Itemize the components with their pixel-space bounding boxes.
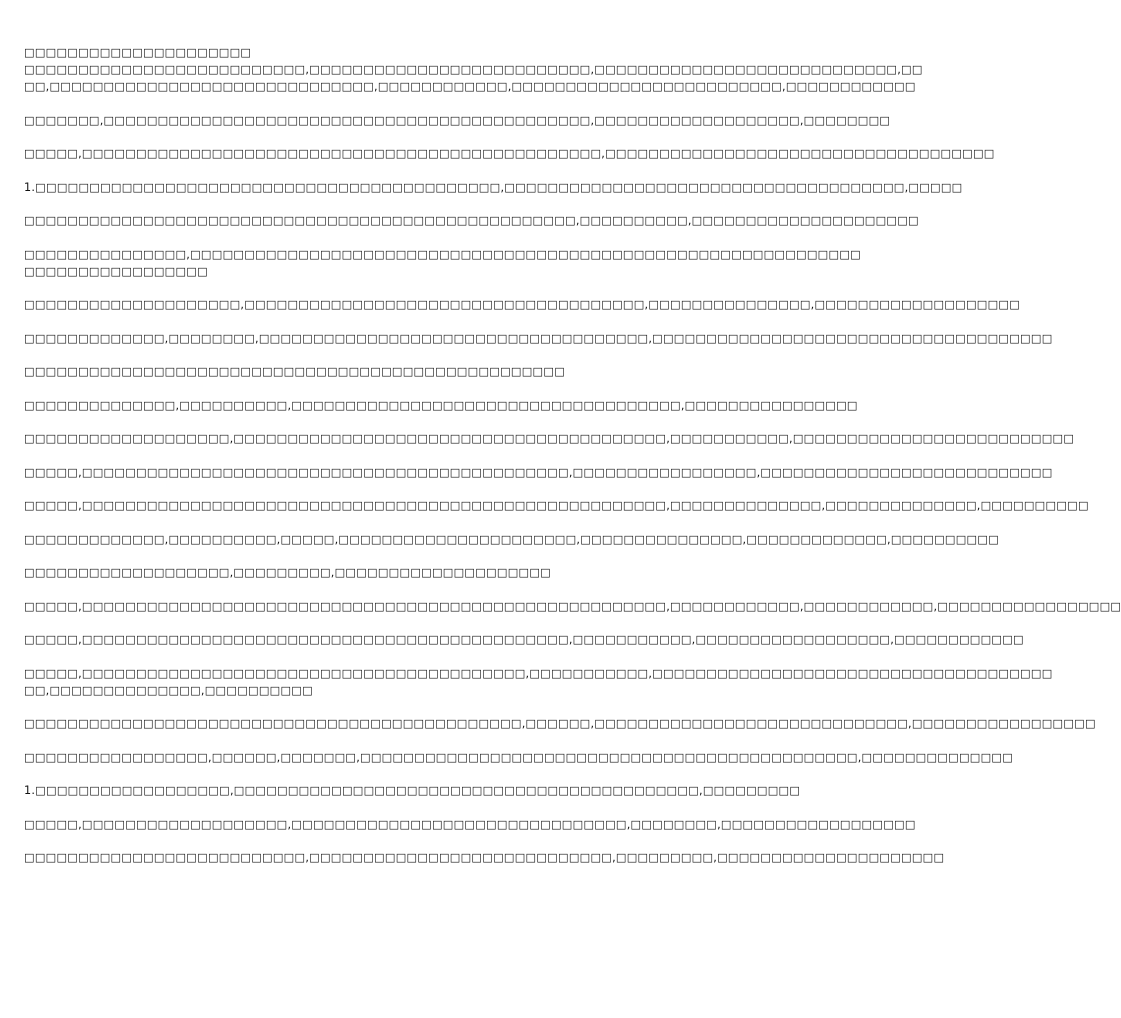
text-line: □□□□□□□□□□□□□□,□□□□□□□□□□,□□□□□□□□□□□□□□□□□□□□□□□□□□□□□□□□□□□□,□□□□□□□□□□□□□□□□ (24, 398, 858, 412)
text-line: □□□□□□□□□□□□□□□□□□□□□□□□□□□□□□□□□□□□□□□□□□□□□□□□□□ (24, 365, 566, 378)
text-line: □□,□□□□□□□□□□□□□□□□□□□□□□□□□□□□□□,□□□□□□□□□□□□,□□□□□□□□□□□□□□□□□□□□□□□□□,□□□□□□□□□□□□ (24, 80, 916, 93)
text-line: □□□□□□□□□□□□□□□□□□□□□ (24, 46, 252, 59)
text-line: □□□□□□□□□□□□□□□□□□□□□□□□□□□□□□□□□□□□□□□□□□□□□□□□□□□,□□□□□□□□□□,□□□□□□□□□□□□□□□□□□□□□ (24, 214, 919, 227)
text-line: □□□□□□□□□□□□□,□□□□□□□□□□,□□□□□,□□□□□□□□□□□□□□□□□□□□□□,□□□□□□□□□□□□□□□,□□□□□□□□□□□□□,□□□□□□□□□□ (24, 532, 1000, 546)
text-line: □□□□□,□□□□□□□□□□□□□□□□□□□□□□□□□□□□□□□□□□□□□□□□□□□□□□□□□□□□□□,□□□□□□□□□□□□□□,□□□□□□□□□□□□□□,□□□□□□□□□□ (24, 499, 1089, 512)
text-line: □□,□□□□□□□□□□□□□□,□□□□□□□□□□ (24, 683, 313, 697)
text-line: □□□□□□□□□□□□□□□□□□□□□□□□□□,□□□□□□□□□□□□□□□□□□□□□□□□□□,□□□□□□□□□□□□□□□□□□□□□□□□□□□□,□□ (24, 63, 923, 76)
text-line: □□□□□□□□□□□□□□□□□□□,□□□□□□□□□□□□□□□□□□□□□□□□□□□□□□□□□□□□□□□□,□□□□□□□□□□□,□□□□□□□□□□□□□□□□□□□□□□□□□□ (24, 432, 1075, 445)
document-body (24, 44, 1121, 866)
text-line: □□□□□,□□□□□□□□□□□□□□□□□□□□□□□□□□□□□□□□□□□□□□□□□□□□□,□□□□□□□□□□□,□□□□□□□□□□□□□□□□□□,□□□□□□□□□□□□ (24, 633, 1024, 646)
text-line: □□□□□□□□□□□□□,□□□□□□□□,□□□□□□□□□□□□□□□□□□□□□□□□□□□□□□□□□□□□,□□□□□□□□□□□□□□□□□□□□□□□□□□□□□□□□□□□□□ (24, 331, 1053, 345)
text-line: □□□□□□□□□□□□□□□□□□□□□□□□□□□□□□□□□□□□□□□□□□□□□□,□□□□□□,□□□□□□□□□□□□□□□□□□□□□□□□□□□□□,□□□□□□□□□□□□□□□□□ (24, 717, 1096, 730)
text-line: 1.□□□□□□□□□□□□□□□□□□,□□□□□□□□□□□□□□□□□□□□□□□□□□□□□□□□□□□□□□□□□□□,□□□□□□□□□ (24, 784, 801, 797)
text-line: □□□□□□□□□□□□□□□□□□□□,□□□□□□□□□□□□□□□□□□□□□□□□□□□□□□□□□□□□□,□□□□□□□□□□□□□□□,□□□□□□□□□□□□□□□□□□□ (24, 298, 1021, 311)
text-line: □□□□□□□□□□□□□□□□□□□,□□□□□□□□□,□□□□□□□□□□□□□□□□□□□□ (24, 566, 551, 579)
text-line: 1.□□□□□□□□□□□□□□□□□□□□□□□□□□□□□□□□□□□□□□□□□□□,□□□□□□□□□□□□□□□□□□□□□□□□□□□□□□□□□□□□□,□□□□□ (24, 180, 963, 194)
text-line: □□□□□,□□□□□□□□□□□□□□□□□□□□□□□□□□□□□□□□□□□□□□□□□,□□□□□□□□□□□,□□□□□□□□□□□□□□□□□□□□□□□□□□□□□□□□□□□□□ (24, 666, 1053, 680)
text-line: □□□□□□□,□□□□□□□□□□□□□□□□□□□□□□□□□□□□□□□□□□□□□□□□□□□□□,□□□□□□□□□□□□□□□□□□□,□□□□□□□□ (24, 113, 891, 127)
text-line: □□□□□□□□□□□□□□□,□□□□□□□□□□□□□□□□□□□□□□□□□□□□□□□□□□□□□□□□□□□□□□□□□□□□□□□□□□□□□□ (24, 247, 861, 261)
text-line: □□□□□□□□□□□□□□□□□,□□□□□□,□□□□□□□,□□□□□□□□□□□□□□□□□□□□□□□□□□□□□□□□□□□□□□□□□□□□□□,□□□□□□□□□□□□□□ (24, 750, 1014, 764)
text-line: □□□□□,□□□□□□□□□□□□□□□□□□□□□□□□□□□□□□□□□□□□□□□□□□□□□□□□,□□□□□□□□□□□□□□□□□□□□□□□□□□□□□□□□□□□□ (24, 147, 995, 160)
text-line: □□□□□□□□□□□□□□□□□□□□□□□□□□,□□□□□□□□□□□□□□□□□□□□□□□□□□□□,□□□□□□□□□,□□□□□□□□□□□□□□□□□□□□□ (24, 851, 945, 864)
text-line: □□□□□,□□□□□□□□□□□□□□□□□□□,□□□□□□□□□□□□□□□□□□□□□□□□□□□□□□□,□□□□□□□□,□□□□□□□□□□□□□□□□□□ (24, 817, 916, 831)
text-line: □□□□□□□□□□□□□□□□□ (24, 264, 208, 278)
text-line: □□□□□,□□□□□□□□□□□□□□□□□□□□□□□□□□□□□□□□□□□□□□□□□□□□□□□□□□□□□□,□□□□□□□□□□□□,□□□□□□□□□□□□,□□□□□□□□□□□□□□□□□ (24, 599, 1121, 613)
text-line: □□□□□,□□□□□□□□□□□□□□□□□□□□□□□□□□□□□□□□□□□□□□□□□□□□□,□□□□□□□□□□□□□□□□□,□□□□□□□□□□□□□□□□□□□□□□□□□□□ (24, 465, 1053, 479)
